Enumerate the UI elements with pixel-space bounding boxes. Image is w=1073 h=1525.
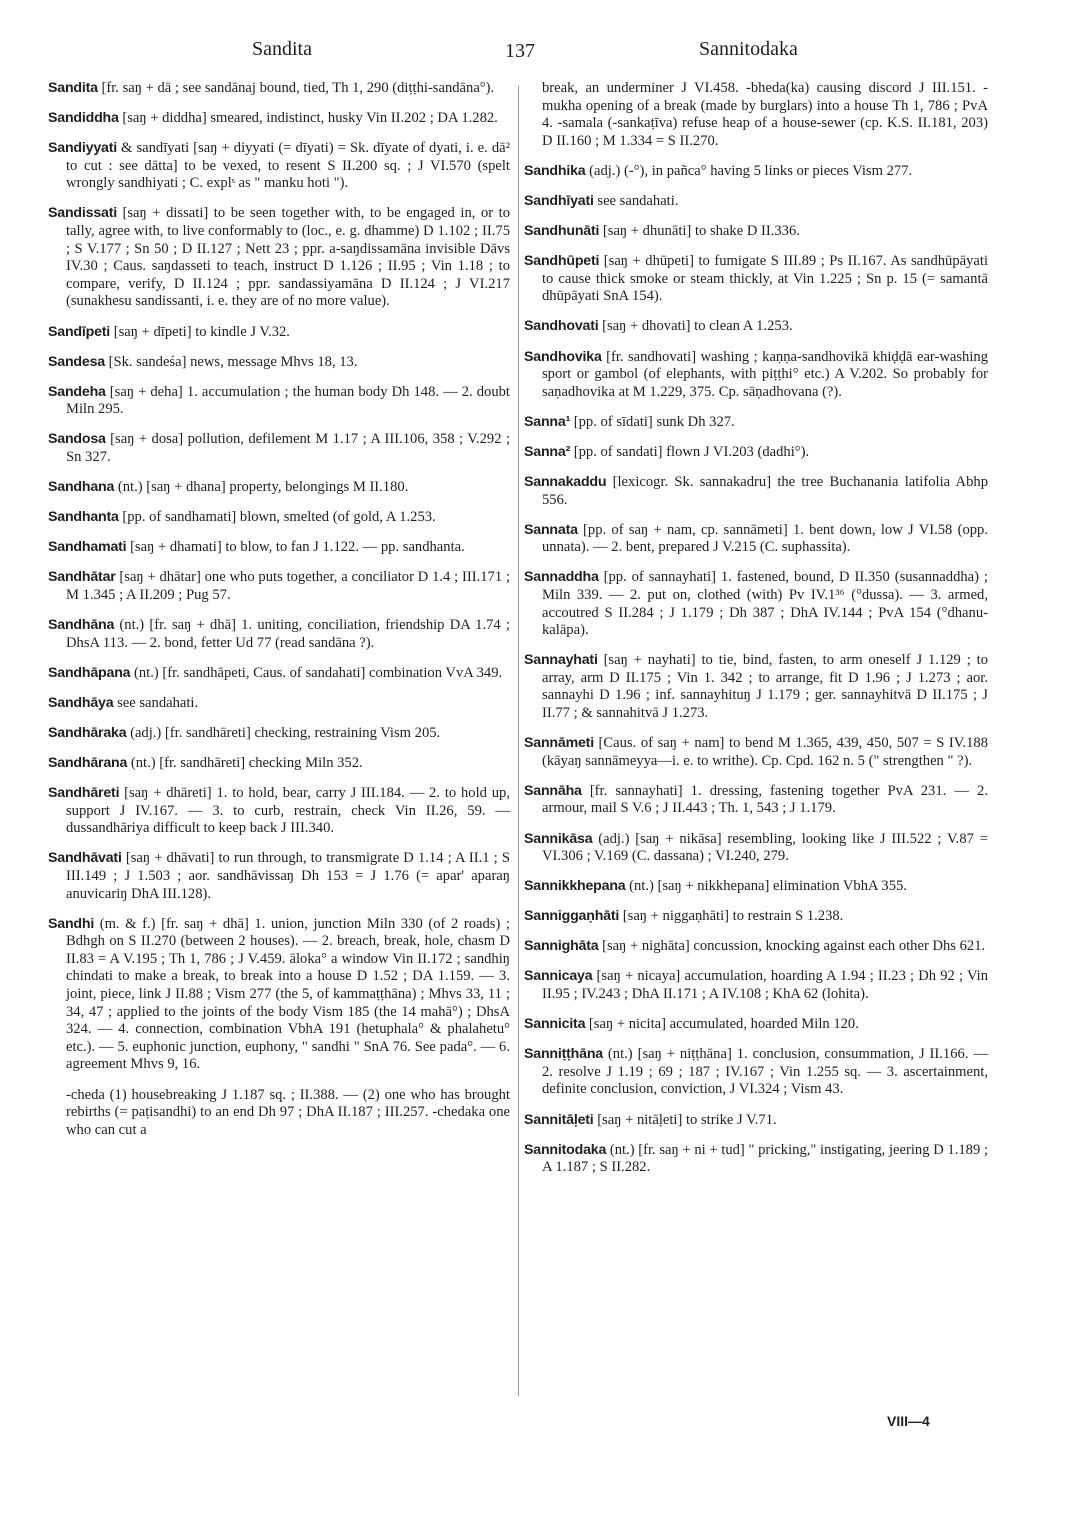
running-head bbox=[40, 38, 1033, 68]
entry-definition: (nt.) [saŋ + dhana] property, belongings M II.180. bbox=[114, 479, 409, 496]
entry-definition: [pp. of sīdati] sunk Dh 327. bbox=[570, 413, 735, 430]
dictionary-entry bbox=[524, 831, 988, 866]
entry-headword: Sandeha bbox=[48, 383, 106, 400]
dictionary-entry bbox=[48, 509, 510, 527]
dictionary-entry bbox=[48, 479, 510, 497]
running-head-left: Sandita bbox=[252, 38, 312, 60]
entry-headword: Sanniṭṭhāna bbox=[524, 1046, 603, 1063]
entry-definition: [pp. of sannayhati] 1. fastened, bound, D II.350 (susannaddha) ; Miln 339. — 2. put on, clothed (with) Pv IV.1³⁶ (°dussa). — 3. armed, accoutred S II.284 ; J 1.179 ; Dh 387 ; DhA IV.144 ; PvA 154 (°dhanu-kalāpa). bbox=[542, 569, 988, 639]
dictionary-entry bbox=[48, 617, 510, 652]
entry-definition: (nt.) [saŋ + niṭṭhāna] 1. conclusion, consummation, J II.166. — 2. resolve J 1.19 ; 69 ; 187 ; IV.167 ; Vin 1.255 sq. — 3. ascertainment, definite conclusion, conviction, J VI.324 ; Vism 43. bbox=[542, 1046, 988, 1098]
entry-definition: (nt.) [fr. saŋ + dhā] 1. uniting, conciliation, friendship DA 1.74 ; DhsA 113. — 2. bond, fetter Ud 77 (read sandāna ?). bbox=[66, 617, 510, 651]
signature-mark: VIII—4 bbox=[887, 1413, 930, 1429]
dictionary-entry bbox=[48, 431, 510, 466]
dictionary-entry bbox=[48, 725, 510, 743]
entry-headword: Sannitodaka bbox=[524, 1141, 607, 1158]
entry-headword: Sannighāta bbox=[524, 938, 599, 955]
entry-definition: [saŋ + dhunāti] to shake D II.336. bbox=[599, 223, 800, 240]
entry-headword: Sandhāna bbox=[48, 617, 115, 634]
right-column bbox=[524, 80, 988, 1189]
dictionary-entry bbox=[48, 80, 510, 98]
dictionary-entry bbox=[524, 878, 988, 896]
entry-definition: [saŋ + dhāreti] 1. to hold, bear, carry J III.184. — 2. to hold up, support J IV.167. — 3. to curb, restrain, check Vin II.26, 59. —dussandhāriya difficult to keep back J III.340. bbox=[66, 785, 510, 837]
entry-definition: [fr. saŋ + dā ; see sandānaj bound, tied, Th 1, 290 (diṭṭhi-sandāna°). bbox=[97, 80, 495, 96]
entry-definition: [saŋ + niggaṇhāti] to restrain S 1.238. bbox=[619, 908, 844, 925]
dictionary-entry bbox=[524, 783, 988, 818]
entry-headword: Sannicita bbox=[524, 1016, 586, 1033]
entry-definition: [Caus. of saŋ + nam] to bend M 1.365, 439, 450, 507 = S IV.188 (kāyaŋ sannāmeyya—i. e. to writhe). Cp. Cpd. 162 n. 5 (" strengthen " ?). bbox=[542, 735, 988, 769]
entry-headword: Sandhātar bbox=[48, 569, 116, 586]
dictionary-entry bbox=[524, 444, 988, 462]
dictionary-entry bbox=[524, 569, 988, 639]
entry-definition: [saŋ + nicaya] accumulation, hoarding A 1.94 ; II.23 ; Dh 92 ; Vin II.95 ; IV.243 ; DhA II.171 ; A IV.108 ; KhA 62 (lohita). bbox=[542, 968, 988, 1003]
dictionary-entry bbox=[48, 755, 510, 773]
page-number: 137 bbox=[505, 40, 535, 62]
dictionary-entry bbox=[524, 1016, 988, 1034]
dictionary-entry bbox=[48, 140, 510, 193]
entry-definition: [pp. of sandhamati] blown, smelted (of gold, A 1.253. bbox=[118, 509, 436, 526]
entry-definition: [lexicogr. Sk. sannakadru] the tree Buchanania latifolia Abhp 556. bbox=[542, 474, 988, 508]
entry-definition: see sandahati. bbox=[113, 694, 199, 711]
dictionary-entry bbox=[524, 414, 988, 432]
entry-headword: Sannayhati bbox=[524, 652, 598, 669]
entry-definition: [fr. sandhovati] washing ; kaṇṇa-sandhovikā khiḍḍā ear-washing sport or gambol (of elephants, with piṭṭhi° etc.) A V.202. So probably for saṇadhovika at M 1.229, 375. Cp. sāṇadhovana (?). bbox=[542, 348, 988, 400]
entry-headword: Sannicaya bbox=[524, 968, 593, 985]
dictionary-entry bbox=[524, 652, 988, 722]
dictionary-entry bbox=[524, 193, 988, 211]
entry-headword: Sandiddha bbox=[48, 110, 119, 127]
entry-headword: Sandhāpana bbox=[48, 664, 131, 681]
entry-headword: Sandhāraka bbox=[48, 724, 127, 741]
dictionary-entry bbox=[524, 163, 988, 181]
entry-definition: [saŋ + dosa] pollution, defilement M 1.17 ; A III.106, 358 ; V.292 ; Sn 327. bbox=[66, 431, 510, 465]
dictionary-entry bbox=[524, 735, 988, 770]
dictionary-entry bbox=[48, 110, 510, 128]
dictionary-entry bbox=[524, 522, 988, 557]
entry-headword: Sandhārana bbox=[48, 755, 128, 772]
dictionary-entry bbox=[524, 908, 988, 926]
entry-definition: (adj.) [fr. sandhāreti] checking, restraining Vism 205. bbox=[126, 724, 441, 741]
dictionary-entry bbox=[48, 665, 510, 683]
entry-headword: Sandhāya bbox=[48, 694, 114, 711]
dictionary-entry bbox=[524, 349, 988, 402]
entry-headword: Sanniggaṇhāti bbox=[524, 908, 620, 925]
entry-headword: Sannitāḷeti bbox=[524, 1111, 594, 1128]
dictionary-entry bbox=[524, 80, 988, 150]
entry-headword: Sandhovati bbox=[524, 318, 599, 335]
entry-definition: break, an underminer J VI.458. -bheda(ka) causing discord J III.151. -mukha opening of a break (made by burglars) into a house Th 1, 786 ; PvA 4. -samala (-sankaṭīva) refuse heap of a house-sewer (cp. K.S. II.181, 203) D II.160 ; M 1.334 = S II.270. bbox=[542, 80, 988, 149]
entry-headword: Sandhūpeti bbox=[524, 253, 600, 270]
entry-headword: Sandhika bbox=[524, 162, 586, 179]
entry-headword: Sandhi bbox=[48, 915, 95, 932]
entry-definition: [saŋ + diddha] smeared, indistinct, husky Vin II.202 ; DA 1.282. bbox=[118, 110, 498, 127]
entry-definition: [saŋ + dhūpeti] to fumigate S III.89 ; Ps II.167. As sandhūpāyati to cause thick smoke or steam thickly, at Vin 1.225 ; Sn p. 15 (= samantā dhūpāyati SnA 154). bbox=[542, 253, 988, 305]
dictionary-entry bbox=[48, 384, 510, 419]
entry-headword: Sannikkhepana bbox=[524, 878, 626, 895]
dictionary-entry bbox=[524, 968, 988, 1003]
entry-definition: [saŋ + nitāḷeti] to strike J V.71. bbox=[593, 1111, 777, 1128]
entry-definition: [fr. sannayhati] 1. dressing, fastening together PvA 231. — 2. armour, mail S V.6 ; J II.443 ; Th. 1, 543 ; J 1.179. bbox=[542, 782, 988, 817]
column-divider bbox=[518, 86, 519, 1396]
entry-headword: Sannakaddu bbox=[524, 474, 607, 490]
dictionary-entry bbox=[48, 785, 510, 838]
entry-definition: [saŋ + dhāvati] to run through, to transmigrate D 1.14 ; A II.1 ; S III.149 ; J 1.503 ; aor. sandhāvissaŋ Dh 153 = J 1.76 (= apar' aparaŋ anuvicariŋ DhA III.128). bbox=[66, 850, 510, 902]
entry-headword: Sandissati bbox=[48, 205, 117, 222]
entry-definition: & sandīyati [saŋ + diyyati (= dīyati) = Sk. dīyate of dyati, i. e. dā² to cut : see dātta] to be vexed, to resent S II.200 sq. ; J VI.570 (spelt wrongly sandhiyati ; C. explˢ as " manku hoti "). bbox=[66, 140, 510, 192]
entry-headword: Sannāha bbox=[524, 782, 582, 799]
entry-definition: (nt.) [saŋ + nikkhepana] elimination VbhA 355. bbox=[625, 878, 907, 895]
entry-definition: [saŋ + dissati] to be seen together with, to be engaged in, or to tally, agree with, to live conformably to (loc., e. g. dhamme) D 1.102 ; II.75 ; S V.177 ; Sn 50 ; D II.127 ; Nett 23 ; ppr. a-saŋdissamāna invisible Dāvs IV.30 ; Caus. saŋdasseti to teach, instruct D 1.126 ; II.95 ; Vin 1.18 ; to compare, verify, D II.124 ; ppr. sandassiyamāna D II.124 ; J VI.217 (sunakhesu sandissanti, i. e. they are of no more value). bbox=[66, 205, 510, 310]
entry-definition: (m. & f.) [fr. saŋ + dhā] 1. union, junction Miln 330 (of 2 roads) ; Bdhgh on S II.270 (between 2 houses). — 2. breach, break, hole, chasm D II.83 = A V.195 ; Th 1, 786 ; J V.459. āloka° a window Vin II.172 ; sandhiŋ chindati to make a break, to break into a house D 1.52 ; DA 1.159. — 3. joint, piece, link J II.88 ; Vism 277 (the 5, of kammaṭṭhāna) ; Mhvs 33, 11 ; 34, 47 ; applied to the joints of the body Vism 185 (the 14 mahā°) ; DhsA 324. — 4. connection, combination VbhA 191 (hetuphala° & phalahetu° etc.). — 5. euphonic junction, euphony, " sandhi " SnA 76. See pada°. — 6. agreement Mhvs 9, 16. bbox=[66, 915, 510, 1073]
left-column bbox=[48, 80, 510, 1152]
dictionary-entry bbox=[48, 1087, 510, 1140]
dictionary-entry bbox=[48, 354, 510, 372]
entry-definition: [saŋ + nighāta] concussion, knocking against each other Dhs 621. bbox=[598, 938, 986, 955]
entry-headword: Sandhīyati bbox=[524, 192, 594, 209]
entry-headword: Sandhāreti bbox=[48, 785, 120, 802]
entry-definition: [pp. of saŋ + nam, cp. sannāmeti] 1. bent down, low J VI.58 (opp. unnata). — 2. bent, prepared J V.215 (C. suphassita). bbox=[542, 521, 988, 556]
entry-headword: Sannaddha bbox=[524, 569, 599, 586]
entry-headword: Sandhovika bbox=[524, 348, 602, 365]
entry-definition: [saŋ + dhātar] one who puts together, a conciliator D 1.4 ; III.171 ; M 1.345 ; A II.209 ; Pug 57. bbox=[66, 569, 510, 603]
entry-definition: [Sk. sandeśa] news, message Mhvs 18, 13. bbox=[104, 353, 358, 370]
entry-headword: Sandhanta bbox=[48, 509, 119, 526]
entry-definition: [saŋ + dīpeti] to kindle J V.32. bbox=[110, 323, 290, 340]
entry-definition: [saŋ + dhovati] to clean A 1.253. bbox=[598, 318, 793, 335]
entry-headword: Sandita bbox=[48, 80, 98, 96]
dictionary-entry bbox=[524, 1142, 988, 1177]
entry-headword: Sandosa bbox=[48, 431, 106, 448]
entry-definition: (adj.) [saŋ + nikāsa] resembling, looking like J III.522 ; V.87 = VI.306 ; V.169 (C. dassana) ; VI.240, 279. bbox=[542, 830, 988, 865]
dictionary-entry bbox=[48, 850, 510, 903]
dictionary-entry bbox=[524, 1112, 988, 1130]
dictionary-entry bbox=[48, 539, 510, 557]
entry-definition: [saŋ + dhamati] to blow, to fan J 1.122. — pp. sandhanta. bbox=[126, 539, 465, 556]
entry-headword: Sandesa bbox=[48, 353, 105, 370]
dictionary-entry bbox=[524, 938, 988, 956]
running-head-right: Sannitodaka bbox=[699, 38, 798, 60]
dictionary-entry bbox=[524, 253, 988, 306]
entry-definition: (nt.) [fr. sandhāreti] checking Miln 352. bbox=[127, 755, 363, 772]
entry-definition: (nt.) [fr. sandhāpeti, Caus. of sandahati] combination VvA 349. bbox=[130, 664, 503, 681]
dictionary-entry bbox=[48, 205, 510, 311]
dictionary-entry bbox=[48, 916, 510, 1074]
entry-definition: (adj.) (-°), in pañca° having 5 links or pieces Vism 277. bbox=[585, 162, 913, 179]
entry-headword: Sannikāsa bbox=[524, 830, 593, 847]
entry-headword: Sandhamati bbox=[48, 539, 127, 556]
dictionary-entry bbox=[524, 474, 988, 509]
entry-headword: Sandīpeti bbox=[48, 323, 111, 340]
entry-headword: Sandhana bbox=[48, 479, 115, 496]
entry-definition: [pp. of sandati] flown J VI.203 (dadhi°). bbox=[570, 443, 810, 460]
entry-definition: -cheda (1) housebreaking J 1.187 sq. ; II.388. — (2) one who has brought rebirths (= paṭisandhi) to an end Dh 97 ; DhA II.187 ; III.257. -chedaka one who can cut a bbox=[66, 1086, 510, 1138]
entry-headword: Sanna² bbox=[524, 443, 571, 460]
dictionary-entry bbox=[524, 223, 988, 241]
entry-headword: Sandhunāti bbox=[524, 223, 600, 240]
dictionary-entry bbox=[48, 569, 510, 604]
entry-definition: [saŋ + nayhati] to tie, bind, fasten, to arm oneself J 1.129 ; to array, arm D II.175 ; Vin 1. 342 ; to arrange, fit D 1.96 ; J 1.273 ; aor. sannayhi D 1.96 ; inf. sannayhituŋ J 1.179 ; ger. sannayhitvā D II.175 ; J II.77 ; & sannahitvā J 1.273. bbox=[542, 652, 988, 722]
entry-headword: Sandhāvati bbox=[48, 850, 122, 867]
dictionary-entry bbox=[524, 1046, 988, 1099]
entry-headword: Sannāmeti bbox=[524, 735, 594, 752]
entry-headword: Sanna¹ bbox=[524, 413, 571, 430]
entry-definition: (nt.) [fr. saŋ + ni + tud] " pricking," instigating, jeering D 1.189 ; A 1.187 ; S II.282. bbox=[542, 1141, 988, 1176]
entry-headword: Sannata bbox=[524, 521, 578, 538]
dictionary-entry bbox=[524, 318, 988, 336]
entry-definition: [saŋ + nicita] accumulated, hoarded Miln 120. bbox=[585, 1016, 859, 1033]
entry-definition: [saŋ + deha] 1. accumulation ; the human body Dh 148. — 2. doubt Miln 295. bbox=[66, 383, 510, 418]
dictionary-entry bbox=[48, 695, 510, 713]
dictionary-entry bbox=[48, 324, 510, 342]
entry-headword: Sandiyyati bbox=[48, 140, 117, 157]
entry-definition: see sandahati. bbox=[593, 192, 679, 209]
